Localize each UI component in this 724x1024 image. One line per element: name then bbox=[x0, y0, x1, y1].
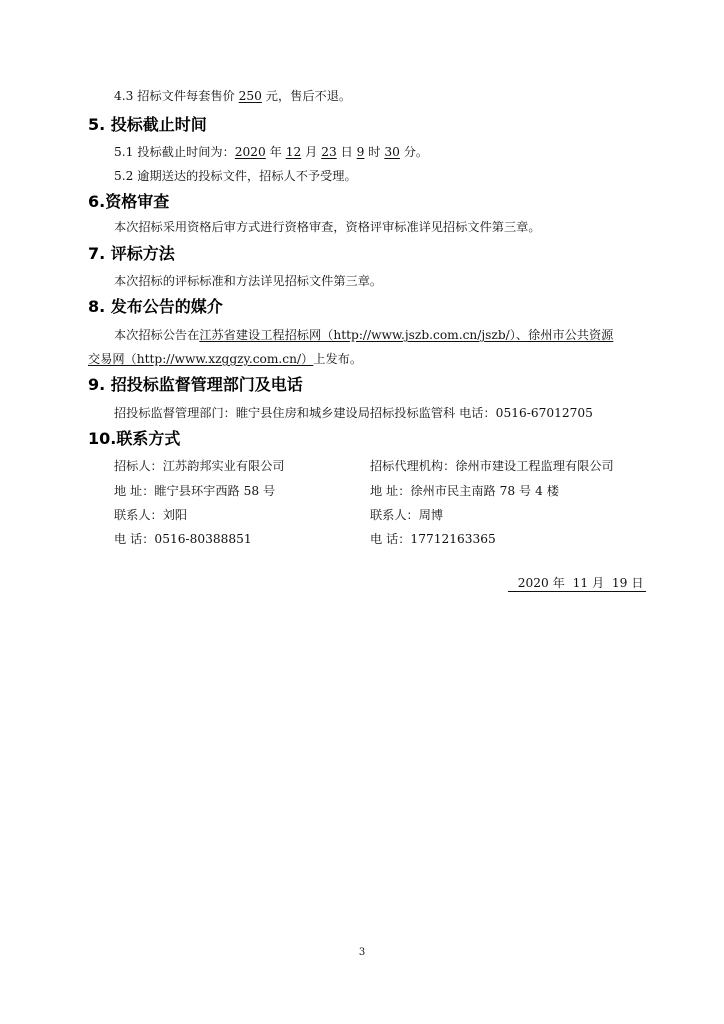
signature-date bbox=[508, 575, 646, 592]
s8-line-2 bbox=[88, 351, 362, 367]
date-year: 2020 bbox=[517, 576, 549, 590]
s5-1-prefix: 5.1 投标截止时间为： bbox=[114, 145, 235, 159]
s8-prefix: 本次招标公告在 bbox=[114, 328, 200, 342]
s4-3-suffix: 元，售后不退。 bbox=[265, 89, 352, 103]
s4-3-prefix: 4.3 招标文件每套售价 bbox=[114, 89, 235, 103]
agency: 招标代理机构：徐州市建设工程监理有限公司 bbox=[370, 459, 614, 473]
s6-heading: 6.资格审查 bbox=[88, 192, 170, 211]
s5-heading: 5. 投标截止时间 bbox=[88, 115, 207, 134]
date-day: 19 bbox=[611, 576, 628, 590]
s8-suffix: 上发布。 bbox=[313, 352, 363, 366]
s5-yue: 月 bbox=[305, 145, 318, 159]
s8-link-2[interactable]: 交易网（http://www.xzggzy.com.cn/） bbox=[88, 352, 314, 366]
s5-month: 12 bbox=[285, 145, 302, 159]
s7-heading: 7. 评标方法 bbox=[88, 244, 175, 263]
tenderer-contact: 联系人：刘阳 bbox=[114, 508, 188, 522]
agency-address: 地 址：徐州市民主南路 78 号 4 楼 bbox=[370, 484, 559, 498]
s5-2-line: 5.2 逾期送达的投标文件，招标人不予受理。 bbox=[114, 169, 357, 183]
agency-phone: 电 话：17712163365 bbox=[370, 532, 496, 546]
s6-text: 本次招标采用资格后审方式进行资格审查，资格评审标准详见招标文件第三章。 bbox=[114, 220, 541, 234]
s4-3-line bbox=[114, 88, 351, 104]
s10-heading: 10.联系方式 bbox=[88, 429, 181, 448]
s9-heading: 9. 招投标监督管理部门及电话 bbox=[88, 375, 303, 394]
tenderer-address: 地 址：睢宁县环宇西路 58 号 bbox=[114, 484, 276, 498]
s8-link-1[interactable]: 江苏省建设工程招标网（http://www.jszb.com.cn/jszb/）、徐州市公共资源 bbox=[199, 328, 614, 342]
date-nian: 年 bbox=[552, 576, 565, 590]
tenderer: 招标人：江苏韵邦实业有限公司 bbox=[114, 459, 285, 473]
s4-3-price: 250 bbox=[238, 89, 262, 103]
s8-line-1 bbox=[114, 327, 613, 343]
agency-contact: 联系人：周博 bbox=[370, 508, 444, 522]
s8-heading: 8. 发布公告的媒介 bbox=[88, 297, 223, 316]
s9-text: 招投标监督管理部门：睢宁县住房和城乡建设局招标投标监管科 电话：0516-67012705 bbox=[114, 406, 593, 420]
s5-fen: 分。 bbox=[403, 145, 429, 159]
date-block bbox=[508, 576, 646, 592]
s5-hour: 9 bbox=[356, 145, 365, 159]
s5-shi: 时 bbox=[368, 145, 381, 159]
s5-ri: 日 bbox=[340, 145, 353, 159]
date-month: 11 bbox=[572, 576, 589, 590]
s5-minute: 30 bbox=[384, 145, 400, 159]
date-yue: 月 bbox=[591, 576, 605, 590]
s5-day: 23 bbox=[321, 145, 337, 159]
s5-1-line bbox=[114, 144, 428, 160]
s5-nian: 年 bbox=[269, 145, 282, 159]
tenderer-phone: 电 话：0516-80388851 bbox=[114, 532, 252, 546]
date-ri: 日 bbox=[631, 576, 644, 590]
s7-text: 本次招标的评标标准和方法详见招标文件第三章。 bbox=[114, 274, 383, 288]
page-number: 3 bbox=[358, 947, 366, 958]
s5-year: 2020 bbox=[234, 145, 266, 159]
